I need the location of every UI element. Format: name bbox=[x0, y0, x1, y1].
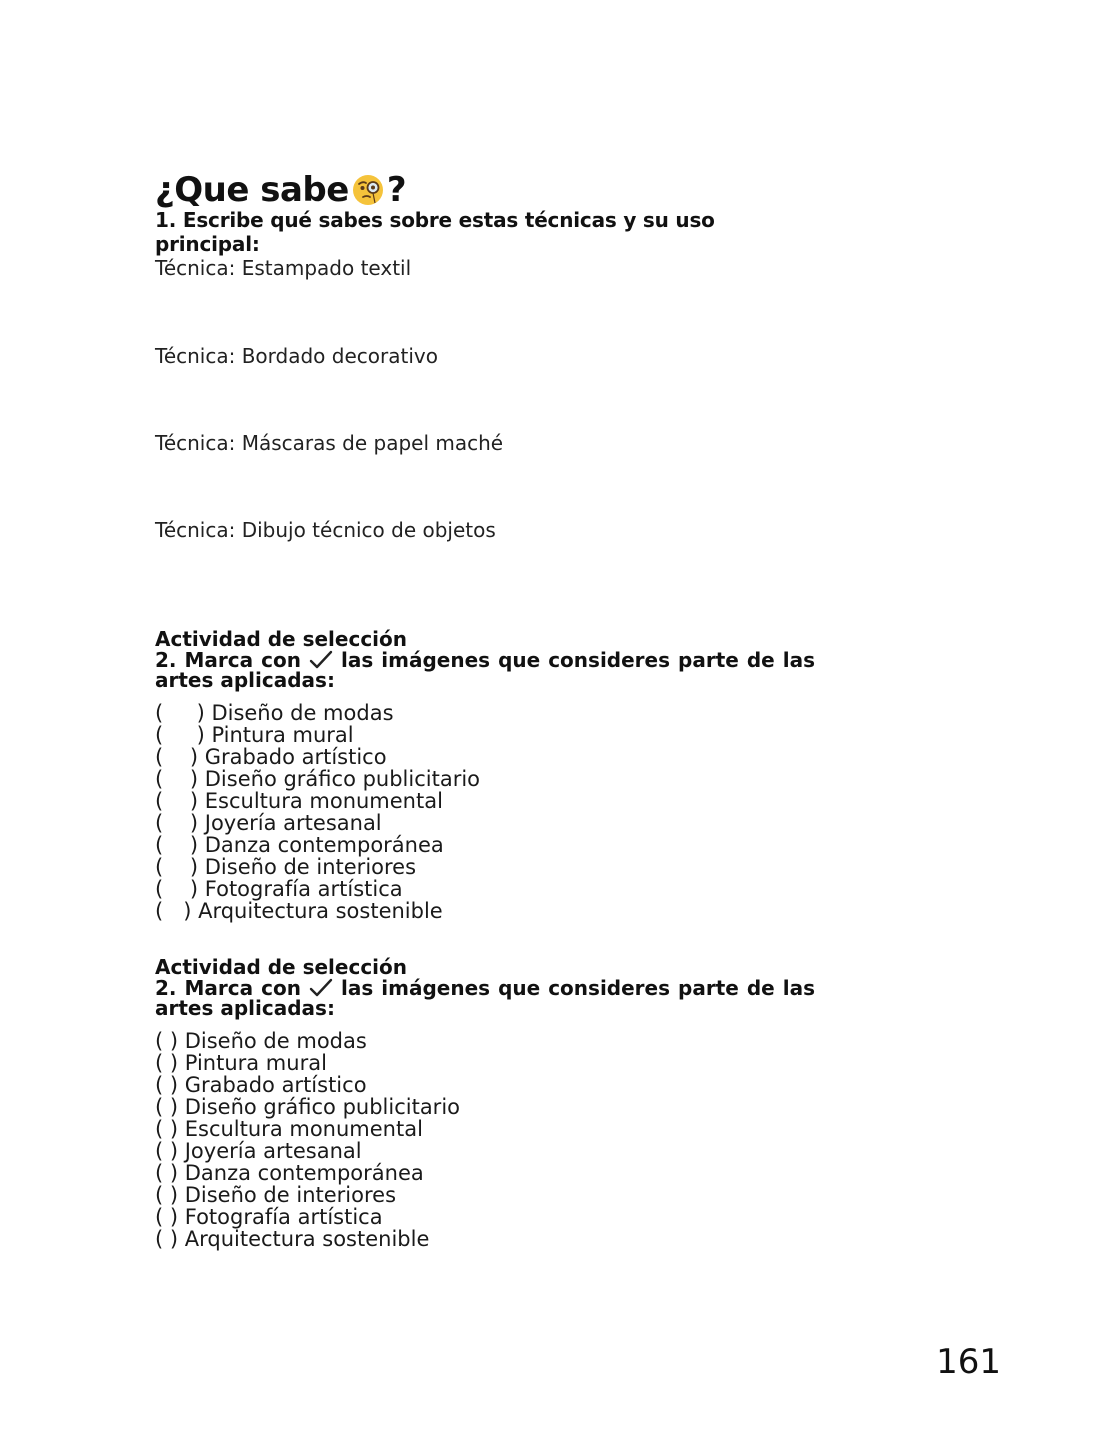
page-title bbox=[155, 170, 815, 210]
instruction-after: las imágenes que consideres parte de las artes aplicadas: bbox=[155, 976, 815, 1020]
list-item[interactable]: ( ) Pintura mural bbox=[155, 723, 354, 747]
activity-title: Actividad de selección bbox=[155, 955, 408, 979]
technique-item: Técnica: Dibujo técnico de objetos bbox=[155, 518, 496, 542]
selection-list bbox=[155, 1030, 815, 1250]
checkmark-icon bbox=[309, 650, 333, 670]
activity-section-1 bbox=[155, 628, 815, 922]
checkmark-icon bbox=[309, 978, 333, 998]
list-item[interactable]: ( ) Escultura monumental bbox=[155, 1117, 423, 1141]
technique-item: Técnica: Estampado textil bbox=[155, 256, 412, 280]
monocle-face-icon bbox=[351, 173, 385, 207]
title-prefix: ¿Que sabe bbox=[155, 170, 349, 210]
activity-title: Actividad de selección bbox=[155, 627, 408, 651]
list-item[interactable]: ( ) Diseño gráfico publicitario bbox=[155, 767, 481, 791]
worksheet-page bbox=[155, 170, 815, 605]
title-suffix: ? bbox=[386, 170, 407, 210]
list-item[interactable]: ( ) Danza contemporánea bbox=[155, 1161, 424, 1185]
list-item[interactable]: ( ) Joyería artesanal bbox=[155, 1139, 362, 1163]
list-item[interactable]: ( ) Diseño de modas bbox=[155, 1029, 367, 1053]
list-item[interactable]: ( ) Diseño de interiores bbox=[155, 1183, 397, 1207]
instruction-after: las imágenes que consideres parte de las artes aplicadas: bbox=[155, 648, 815, 692]
technique-item: Técnica: Bordado decorativo bbox=[155, 344, 438, 368]
question-1-prompt: 1. Escribe qué sabes sobre estas técnicas y su uso principal: bbox=[155, 208, 715, 256]
activity-instruction bbox=[155, 650, 815, 690]
list-item[interactable]: ( ) Joyería artesanal bbox=[155, 811, 382, 835]
technique-item: Técnica: Máscaras de papel maché bbox=[155, 431, 504, 455]
list-item[interactable]: ( ) Arquitectura sostenible bbox=[155, 1227, 430, 1251]
activity-instruction bbox=[155, 978, 815, 1018]
list-item[interactable]: ( ) Pintura mural bbox=[155, 1051, 327, 1075]
list-item[interactable]: ( ) Diseño gráfico publicitario bbox=[155, 1095, 461, 1119]
list-item[interactable]: ( ) Arquitectura sostenible bbox=[155, 899, 443, 923]
activity-section-2 bbox=[155, 956, 815, 1250]
list-item[interactable]: ( ) Danza contemporánea bbox=[155, 833, 444, 857]
list-item[interactable]: ( ) Fotografía artística bbox=[155, 1205, 383, 1229]
list-item[interactable]: ( ) Escultura monumental bbox=[155, 789, 443, 813]
instruction-before: 2. Marca con bbox=[155, 648, 301, 672]
list-item[interactable]: ( ) Fotografía artística bbox=[155, 877, 403, 901]
page-number: 161 bbox=[936, 1342, 1001, 1382]
list-item[interactable]: ( ) Diseño de interiores bbox=[155, 855, 417, 879]
list-item[interactable]: ( ) Diseño de modas bbox=[155, 701, 394, 725]
list-item[interactable]: ( ) Grabado artístico bbox=[155, 1073, 367, 1097]
list-item[interactable]: ( ) Grabado artístico bbox=[155, 745, 387, 769]
instruction-before: 2. Marca con bbox=[155, 976, 301, 1000]
selection-list bbox=[155, 702, 815, 922]
